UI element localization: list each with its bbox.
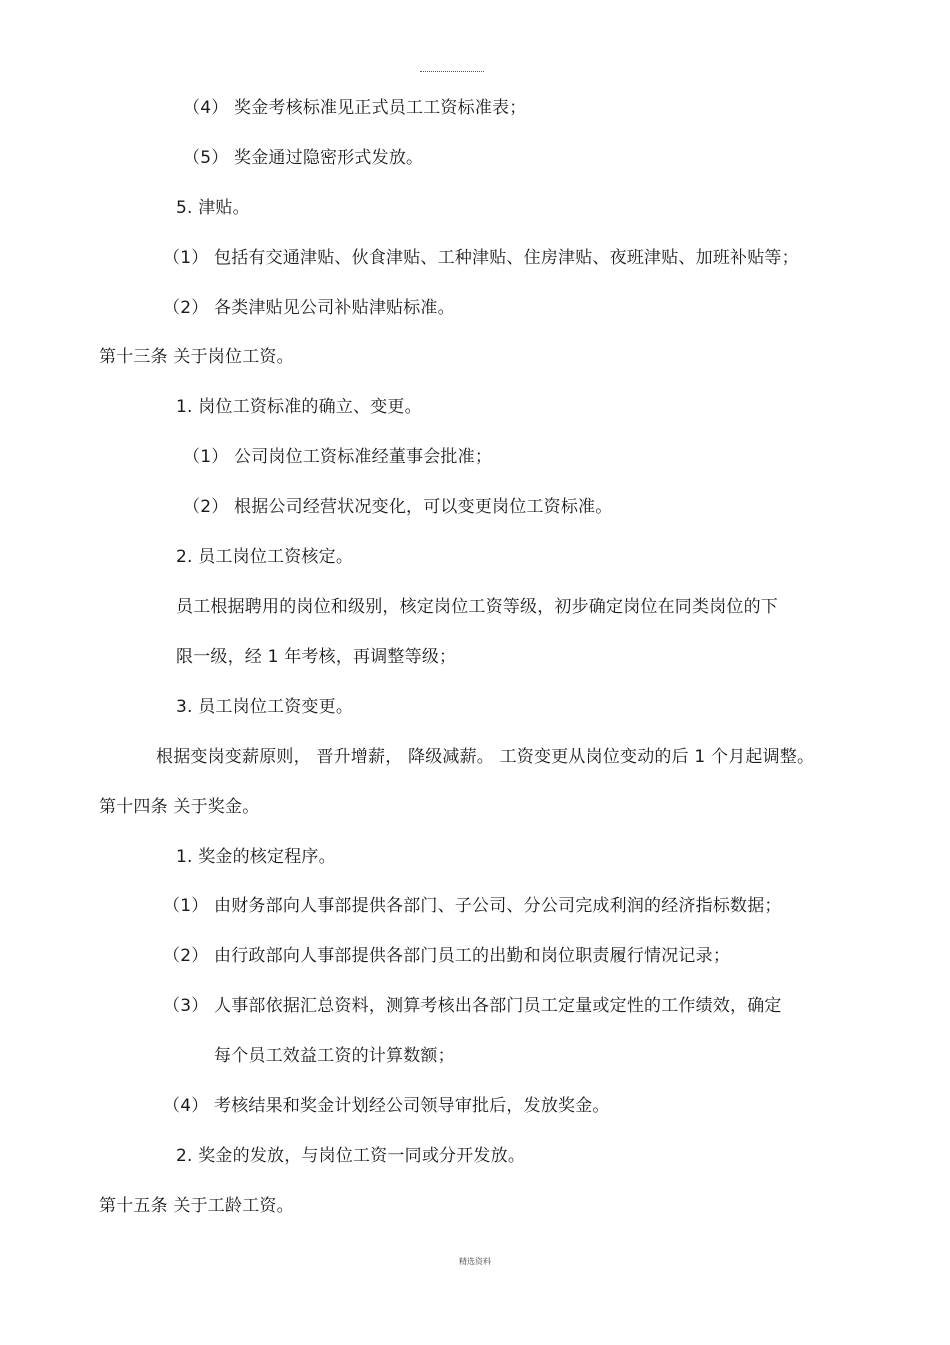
text-line: 1. 奖金的核定程序。 <box>176 847 336 867</box>
text-line: 2. 员工岗位工资核定。 <box>176 547 354 567</box>
text-line: （2） 各类津贴见公司补贴津贴标准。 <box>163 298 455 318</box>
text-line: （4） 奖金考核标准见正式员工工资标准表； <box>183 98 527 118</box>
text-line: （4） 考核结果和奖金计划经公司领导审批后，发放奖金。 <box>163 1096 610 1116</box>
text-line: 员工根据聘用的岗位和级别，核定岗位工资等级，初步确定岗位在同类岗位的下 <box>176 597 778 617</box>
text-line: 每个员工效益工资的计算数额； <box>214 1046 455 1066</box>
text-line: （1） 公司岗位工资标准经董事会批准； <box>183 447 493 467</box>
text-line: （2） 根据公司经营状况变化，可以变更岗位工资标准。 <box>183 497 613 517</box>
text-line: 根据变岗变薪原则， 晋升增薪， 降级减薪。 工资变更从岗位变动的后 1 个月起调整。 <box>156 747 815 767</box>
section-heading: 第十四条 关于奖金。 <box>99 797 260 817</box>
text-line: （1） 由财务部向人事部提供各部门、子公司、分公司完成利润的经济指标数据； <box>163 896 782 916</box>
text-line: 5. 津贴。 <box>176 198 250 218</box>
text-line: （3） 人事部依据汇总资料，测算考核出各部门员工定量或定性的工作绩效，确定 <box>163 996 782 1016</box>
header-rule <box>420 71 484 72</box>
section-heading: 第十三条 关于岗位工资。 <box>99 347 294 367</box>
page-footer: 精选资料 <box>459 1257 491 1266</box>
text-line: （1） 包括有交通津贴、伙食津贴、工种津贴、住房津贴、夜班津贴、加班补贴等； <box>163 248 799 268</box>
section-heading: 第十五条 关于工龄工资。 <box>99 1196 294 1216</box>
text-line: 限一级，经 1 年考核，再调整等级； <box>176 647 457 667</box>
text-line: 2. 奖金的发放，与岗位工资一同或分开发放。 <box>176 1146 526 1166</box>
text-line: 1. 岗位工资标准的确立、变更。 <box>176 397 422 417</box>
text-line: （2） 由行政部向人事部提供各部门员工的出勤和岗位职责履行情况记录； <box>163 946 731 966</box>
text-line: （5） 奖金通过隐密形式发放。 <box>183 148 424 168</box>
text-line: 3. 员工岗位工资变更。 <box>176 697 354 717</box>
